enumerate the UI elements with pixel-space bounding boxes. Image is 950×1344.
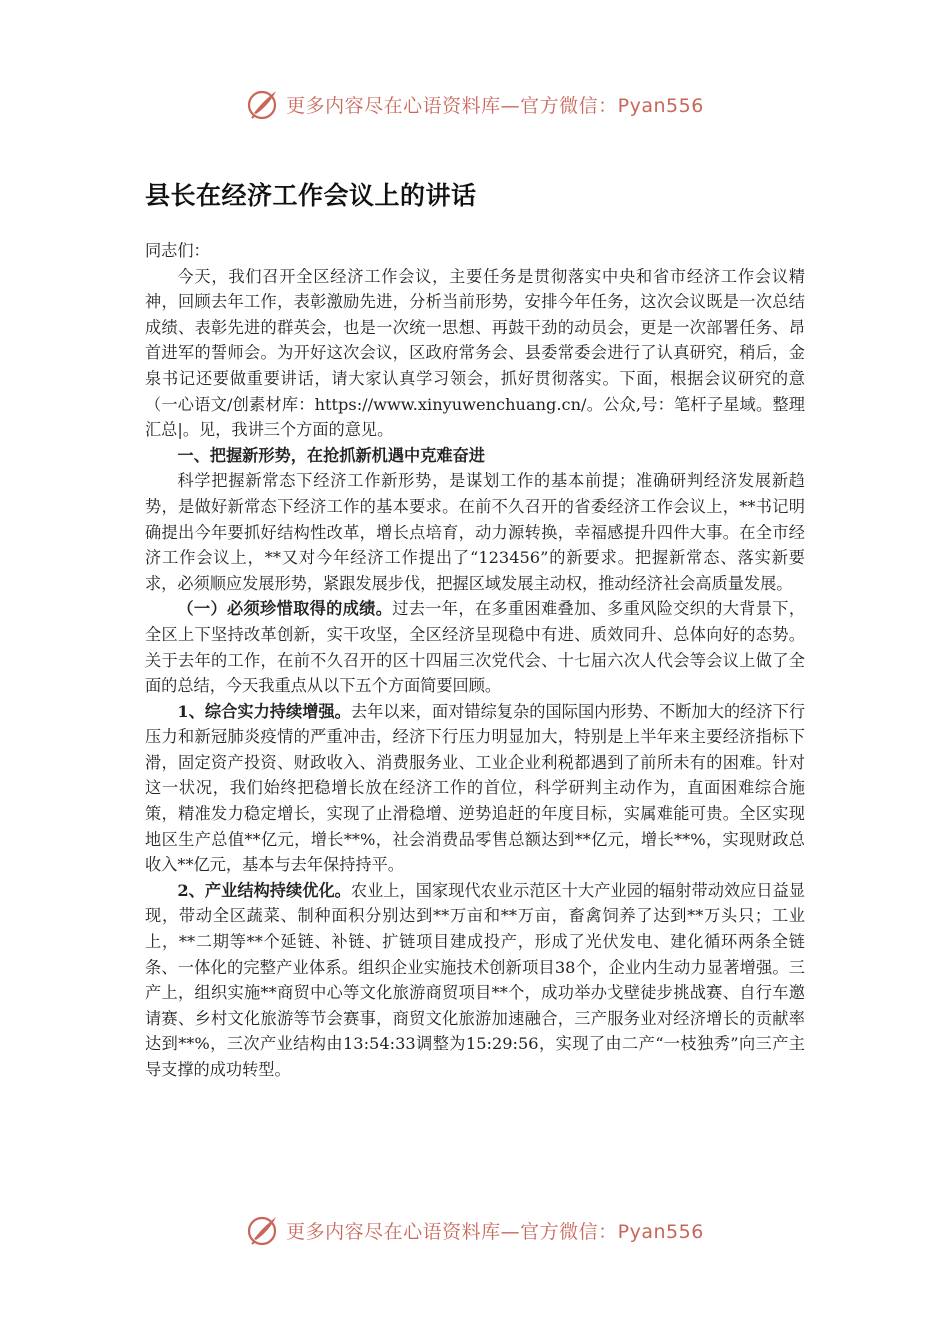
section-heading-1: 一、把握新形势，在抢抓新机遇中克难奋进 [177, 445, 485, 465]
document-title: 县长在经济工作会议上的讲话 [145, 181, 477, 210]
paragraph-intro: 今天，我们召开全区经济工作会议，主要任务是贯彻落实中央和省市经济工作会议精神，回顾去年工作，表彰激励先进，分析当前形势，安排今年任务，这次会议既是一次总结成绩、表彰先进的群英会，也是一次统一思想、再鼓干劲的动员会，更是一次部署任务、昂首进军的誓师会。为开好这次会议，区政府常务会、县委常委会进行了认真研究，稍后，金泉书记还要做重要讲话，请大家认真学习领会，抓好贯彻落实。下面，根据会议研究的意（一心语文/创素材库：https://www.xinyuwenchuang.cn/。公众,号：笔杆子星域。整理汇总|。见，我讲三个方面的意见。 [145, 266, 805, 440]
header-watermark-banner [0, 84, 950, 124]
subheading-strength: 1、综合实力持续增强。 [177, 701, 351, 721]
quill-logo-icon [246, 87, 280, 121]
quill-logo-icon [246, 1213, 280, 1247]
watermark-text: 更多内容尽在心语资料库—官方微信：Pyan556 [286, 94, 704, 117]
paragraph-structure-text: 农业上，国家现代农业示范区十大产业园的辐射带动效应日益显现，带动全区蔬菜、制种面积分别达到**万亩和**万亩，畜禽饲养了达到**万头只；工业上，**二期等**个延链、补链、扩链项目建成投产，形成了光伏发电、建化循环两条全链条、一体化的完整产业体系。组织企业实施技术创新项目38个，企业内生动力显著增强。三产上，组织实施**商贸中心等文化旅游商贸项目**个，成功举办戈壁徒步挑战赛、自行车邀请赛、乡村文化旅游等节会赛事，商贸文化旅游加速融合，三产服务业对经济增长的贡献率达到**%，三次产业结构由13:54:33调整为15:29:56，实现了由二产“一枝独秀”向三产主导支撑的成功转型。 [145, 880, 806, 1079]
paragraph-strength-text: 去年以来，面对错综复杂的国际国内形势、不断加大的经济下行压力和新冠肺炎疫情的严重冲击，经济下行压力明显加大，特别是上半年来主要经济指标下滑，固定资产投资、财政收入、消费服务业、工业企业利税都遇到了前所未有的困难。针对这一状况，我们始终把稳增长放在经济工作的首位，科学研判主动作为，直面困难综合施策，精准发力稳定增长，实现了止滑稳增、逆势追赶的年度目标，实属难能可贵。全区实现地区生产总值**亿元，增长**%，社会消费品零售总额达到**亿元，增长**%，实现财政总收入**亿元，基本与去年保持持平。 [145, 701, 806, 875]
paragraph-situation: 科学把握新常态下经济工作新形势，是谋划工作的基本前提；准确研判经济发展新趋势，是做好新常态下经济工作的基本要求。在前不久召开的省委经济工作会议上，**书记明确提出今年要抓好结构性改革，增长点培育，动力源转换，幸福感提升四件大事。在全市经济工作会议上，**又对今年经济工作提出了“123456”的新要求。把握新常态、落实新要求，必须顺应发展形势，紧跟发展步伐，把握区域发展主动权，推动经济社会高质量发展。 [145, 471, 805, 593]
paragraph-achievements [145, 596, 805, 698]
watermark-text: 更多内容尽在心语资料库—官方微信：Pyan556 [286, 1220, 704, 1243]
document-body [145, 176, 805, 1083]
subheading-achievements: （一）必须珍惜取得的成绩。 [177, 599, 393, 619]
footer-watermark-banner [0, 1210, 950, 1250]
paragraph-strength [145, 699, 805, 878]
salutation: 同志们： [145, 241, 210, 260]
paragraph-achievements-text: 过去一年，在多重困难叠加、多重风险交织的大背景下，全区上下坚持改革创新，实干攻坚，全区经济呈现稳中有进、质效同升、总体向好的态势。关于去年的工作，在前不久召开的区十四届三次党代会、十七届六次人代会等会议上做了全面的总结，今天我重点从以下五个方面简要回顾。 [145, 599, 806, 696]
subheading-structure: 2、产业结构持续优化。 [177, 880, 351, 900]
paragraph-structure [145, 878, 805, 1083]
